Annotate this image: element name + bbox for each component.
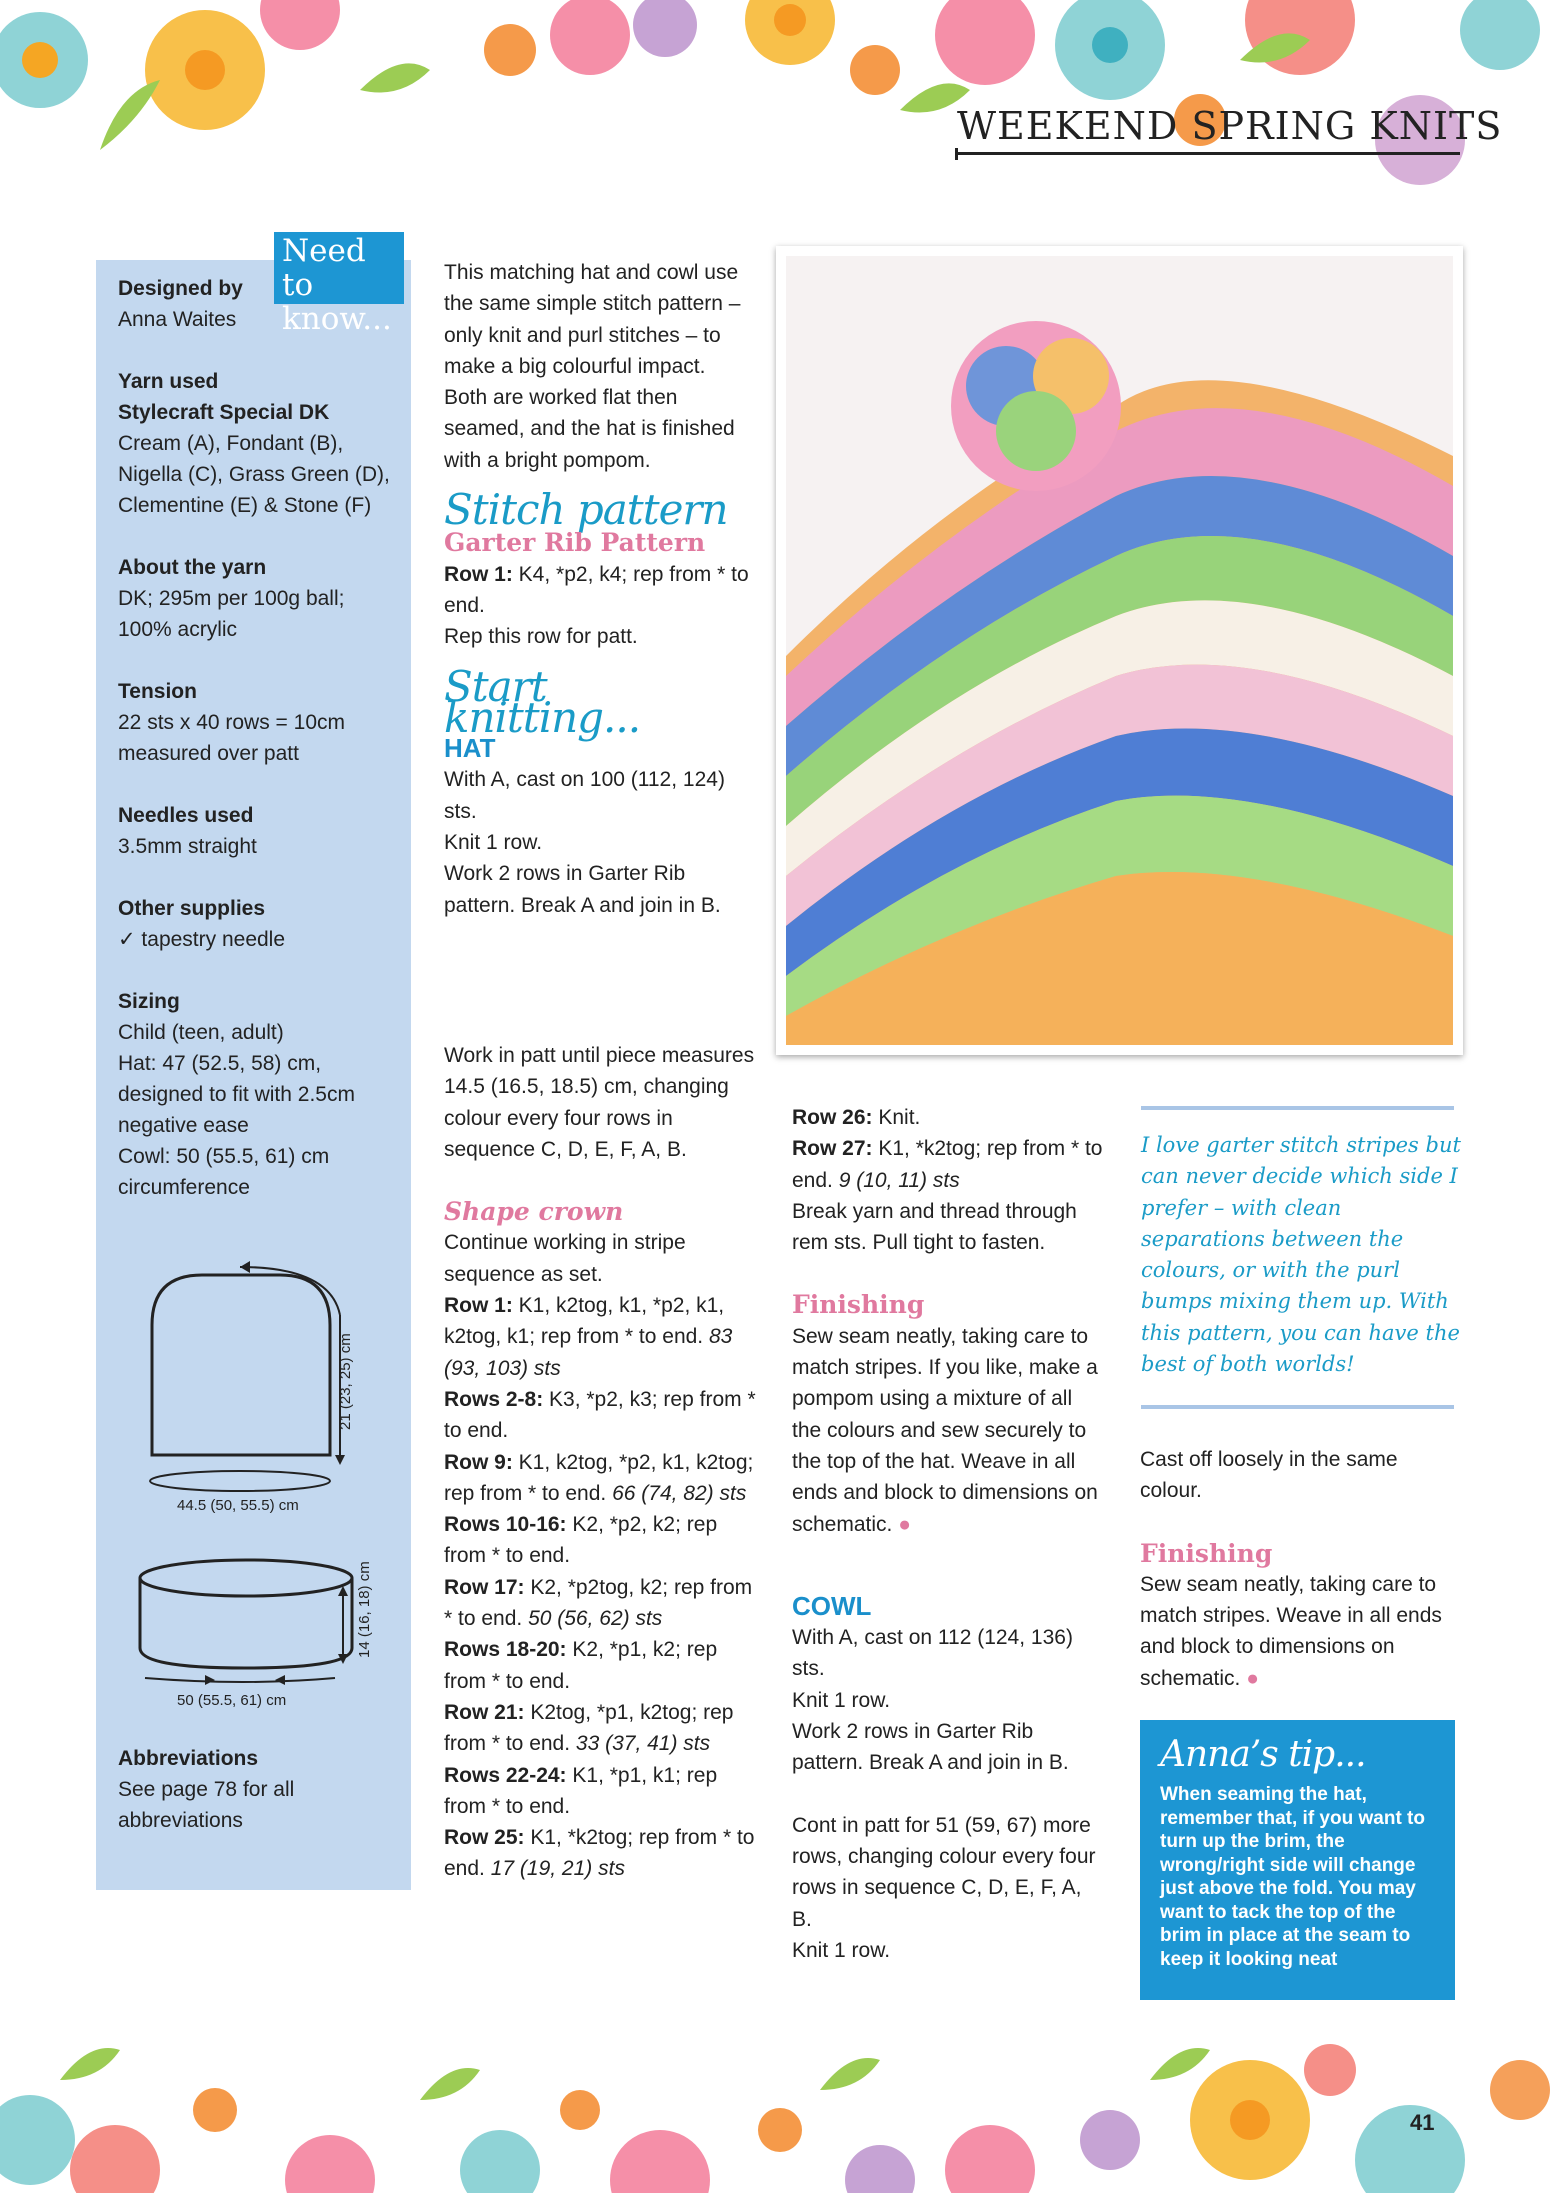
sizing-line2: Hat: 47 (52.5, 58) cm, designed to fit with 2.5cm negative ease xyxy=(118,1052,355,1137)
designer-value: Anna Waites xyxy=(118,308,237,331)
yarn-brand: Stylecraft Special DK xyxy=(118,401,330,424)
flower-decoration-icon xyxy=(0,2044,1550,2193)
hat-finishing-heading: Finishing xyxy=(792,1290,925,1320)
need-to-know-badge: Need to know... xyxy=(274,232,404,304)
crown-row-text: K1, *k2tog; rep from * to end. xyxy=(444,1826,755,1881)
crown-row-label: Row 25: xyxy=(444,1826,525,1850)
cowl-para2: Cont in patt for 51 (59, 67) more rows, changing colour every four rows in sequence C, D, E, F, A, B. xyxy=(792,1813,1096,1931)
tip-text: When seaming the hat, remember that, if you want to turn up the brim, the wrong/right side will change just above the fold. You may want to tack the top of the brim in place at the seam to keep it looking neat xyxy=(1160,1784,1425,1970)
crown-row xyxy=(444,1634,759,1697)
crown-row-label: Rows 10-16: xyxy=(444,1513,567,1537)
page-header-title: WEEKEND SPRING KNITS xyxy=(957,104,1503,148)
cowl-line: Knit 1 row. xyxy=(792,1688,891,1712)
column-cowl-finishing xyxy=(1140,1444,1460,1694)
top-floral-border xyxy=(0,0,1551,200)
supplies-value: ✓ tapestry needle xyxy=(118,928,286,951)
crown-row xyxy=(444,1822,759,1885)
cowl-width-label: 50 (55.5, 61) cm xyxy=(177,1692,287,1709)
cowl-knit-row: Knit 1 row. xyxy=(792,1938,891,1962)
yarn-ball-icon: ● xyxy=(1246,1666,1259,1690)
crown-row-label: Rows 18-20: xyxy=(444,1638,567,1662)
hat-schematic-icon xyxy=(130,1255,370,1515)
designer-label: Designed by xyxy=(118,277,243,300)
crown-row-count: 50 (56, 62) sts xyxy=(528,1607,663,1631)
cowl-line: Work 2 rows in Garter Rib pattern. Break A and join in B. xyxy=(792,1720,1069,1775)
quote-rule-bottom xyxy=(1141,1405,1454,1409)
crown-row xyxy=(444,1447,759,1510)
cowl-schematic-icon xyxy=(130,1548,370,1688)
hat-height-label: 21 (23, 25) cm xyxy=(337,1333,354,1430)
hat-para2: Work in patt until piece measures 14.5 (16.5, 18.5) cm, changing colour every four rows in sequence C, D, E, F, A, B. xyxy=(444,1044,755,1161)
sizing-line1: Child (teen, adult) xyxy=(118,1021,284,1044)
annas-tip-box xyxy=(1140,1720,1455,2000)
hat-line: With A, cast on 100 (112, 124) sts. xyxy=(444,768,725,823)
cowl-height-label: 14 (16, 18) cm xyxy=(356,1561,373,1658)
repeat-text: Rep this row for patt. xyxy=(444,625,638,649)
yarn-ball-icon: ● xyxy=(898,1512,911,1536)
hat-photo-frame xyxy=(776,246,1463,1055)
needles-value: 3.5mm straight xyxy=(118,835,257,858)
crown-row xyxy=(444,1290,759,1384)
crown-row-text: K2, *p2tog, k2; rep from * to end. xyxy=(444,1575,753,1631)
row27-label: Row 27: xyxy=(792,1137,873,1161)
tip-title: Anna’s tip... xyxy=(1160,1734,1366,1775)
header-rule-tick xyxy=(955,148,958,160)
yarn-label: Yarn used xyxy=(118,370,219,393)
page-number: 41 xyxy=(1410,2110,1435,2135)
abbreviations-label: Abbreviations xyxy=(118,1747,259,1770)
row1-label: Row 1: xyxy=(444,562,513,586)
crown-row-text: K2tog, *p1, k2tog; rep from * to end. xyxy=(444,1700,734,1756)
needles-label: Needles used xyxy=(118,804,254,827)
shape-crown-intro: Continue working in stripe sequence as set. xyxy=(444,1231,686,1286)
quote-rule-top xyxy=(1141,1106,1454,1110)
cowl-finishing-heading: Finishing xyxy=(1140,1538,1273,1568)
crown-row xyxy=(444,1509,759,1572)
tension-label: Tension xyxy=(118,680,197,703)
crown-rows-list xyxy=(444,1290,759,1885)
cowl-line: With A, cast on 112 (124, 136) sts. xyxy=(792,1626,1073,1681)
tension-value: 22 sts x 40 rows = 10cm measured over patt xyxy=(118,711,346,765)
shape-crown-heading: Shape crown xyxy=(444,1197,624,1227)
crown-row-label: Row 17: xyxy=(444,1575,525,1599)
about-yarn-label: About the yarn xyxy=(118,556,267,579)
garter-rib-heading: Garter Rib Pattern xyxy=(444,528,706,558)
supplies-label: Other supplies xyxy=(118,897,266,920)
hat-line: Work 2 rows in Garter Rib pattern. Break A and join in B. xyxy=(444,862,721,917)
sizing-line3: Cowl: 50 (55.5, 61) cm circumference xyxy=(118,1145,330,1199)
header-rule xyxy=(955,152,1460,155)
cast-off-text: Cast off loosely in the same colour. xyxy=(1140,1448,1398,1503)
crown-row-text: K1, k2tog, *p2, k1, k2tog; rep from * to end. xyxy=(444,1450,754,1505)
crown-row xyxy=(444,1760,759,1823)
hat-finishing-text: Sew seam neatly, taking care to match stripes. If you like, make a pompom using a mixture of all the colours and sew securely to the top of the hat. Weave in all ends and block to dimensions on schematic. xyxy=(792,1324,1098,1536)
stitch-pattern-heading: Stitch pattern xyxy=(444,485,728,535)
crown-row-count: 83 (93, 103) sts xyxy=(444,1325,733,1380)
crown-row-label: Rows 2-8: xyxy=(444,1387,544,1411)
column-hat-crown xyxy=(444,1040,759,1885)
crown-row-count: 66 (74, 82) sts xyxy=(612,1481,747,1505)
knitted-hat-photo xyxy=(786,256,1453,1045)
row26-label: Row 26: xyxy=(792,1106,873,1129)
cowl-finishing-text: Sew seam neatly, taking care to match stripes. Weave in all ends and block to dimensions on schematic. xyxy=(1140,1572,1442,1690)
crown-row-text: K1, k2tog, k1, *p2, k1, k2tog, k1; rep from * to end. xyxy=(444,1294,725,1349)
crown-row-count: 17 (19, 21) sts xyxy=(490,1857,625,1881)
yarn-value: Cream (A), Fondant (B), Nigella (C), Grass Green (D), Clementine (E) & Stone (F) xyxy=(118,432,390,517)
sidebar-abbreviations xyxy=(118,1743,403,1836)
abbreviations-value: See page 78 for all abbreviations xyxy=(118,1778,295,1832)
row27-text: K1, *k2tog; rep from * to end. xyxy=(792,1137,1103,1192)
break-yarn-text: Break yarn and thread through rem sts. Pull tight to fasten. xyxy=(792,1199,1077,1255)
row27-count: 9 (10, 11) sts xyxy=(838,1168,960,1192)
row26-text: Knit. xyxy=(872,1106,921,1129)
hat-width-label: 44.5 (50, 55.5) cm xyxy=(177,1497,299,1514)
crown-row-text: K3, *p2, k3; rep from * to end. xyxy=(444,1387,756,1443)
crown-row-label: Rows 22-24: xyxy=(444,1763,567,1787)
hat-heading: HAT xyxy=(444,733,496,764)
start-knitting-heading: Start knitting... xyxy=(444,661,641,742)
column-finishing-cowl xyxy=(792,1102,1107,1966)
designer-quote: I love garter stitch stripes but can never decide which side I prefer – with clean separations between the colours, or with the purl bumps mixing them up. With this pattern, you can have the best of both worlds! xyxy=(1141,1133,1461,1377)
crown-row xyxy=(444,1572,759,1635)
flower-decoration-icon xyxy=(0,0,1540,185)
bottom-floral-border xyxy=(0,2020,1551,2193)
crown-row-label: Row 1: xyxy=(444,1294,513,1318)
row1-text: K4, *p2, k4; rep from * to end. xyxy=(444,562,749,617)
cowl-heading: COWL xyxy=(792,1590,872,1621)
crown-row-text: K2, *p2, k2; rep from * to end. xyxy=(444,1513,718,1568)
column-intro xyxy=(444,257,754,921)
about-yarn-value: DK; 295m per 100g ball; 100% acrylic xyxy=(118,587,345,641)
crown-row xyxy=(444,1384,759,1447)
crown-row-text: K1, *p1, k1; rep from * to end. xyxy=(444,1763,718,1818)
sidebar-details xyxy=(118,273,403,1234)
intro-text: This matching hat and cowl use the same simple stitch pattern – only knit and purl stitches – to make a big colourful impact. Both are worked flat then seamed, and the hat is finished with a bright pompom. xyxy=(444,261,741,472)
crown-row-count: 33 (37, 41) sts xyxy=(575,1732,711,1756)
crown-row-label: Row 9: xyxy=(444,1450,513,1474)
hat-line: Knit 1 row. xyxy=(444,831,543,855)
crown-row-text: K2, *p1, k2; rep from * to end. xyxy=(444,1638,718,1693)
crown-row xyxy=(444,1697,759,1760)
sizing-label: Sizing xyxy=(118,990,180,1013)
crown-row-label: Row 21: xyxy=(444,1700,525,1724)
